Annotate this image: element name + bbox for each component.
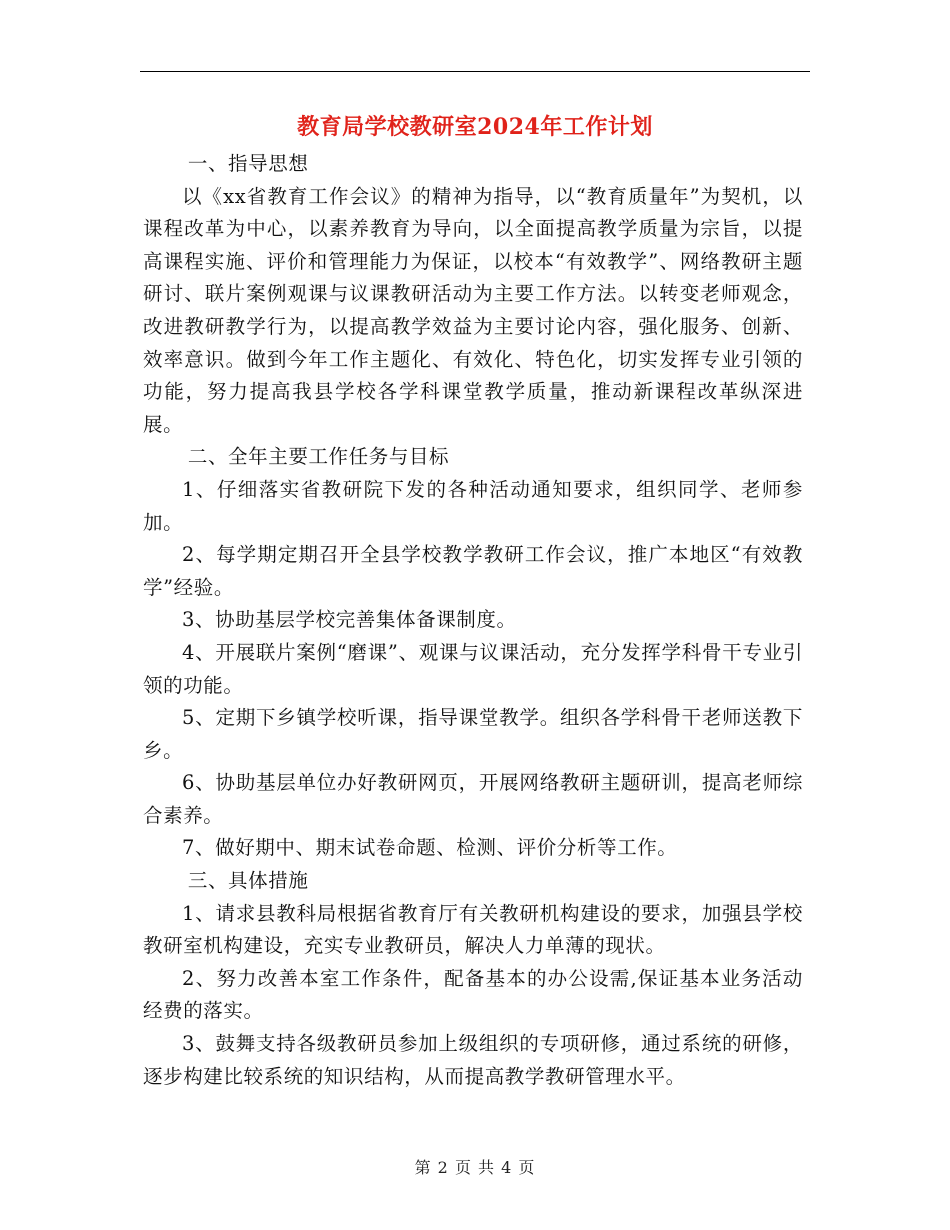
paragraph: 以《xx省教育工作会议》的精神为指导，以“教育质量年”为契机，以课程改革为中心，以素养教育为导向，以全面提高教学质量为宗旨，以提高课程实施、评价和管理能力为保证，以校本“有效教学”、网络教研主题研讨、联片案例观课与议课教研活动为主要工作方法。以转变老师观念，改进教研教学行为，以提高教学效益为主要讨论内容，强化服务、创新、效率意识。做到今年工作主题化、有效化、特色化，切实发挥专业引领的功能，努力提高我县学校各学科课堂教学质量，推动新课程改革纵深进展。 [143, 184, 803, 436]
list-item-paragraph: 1、仔细落实省教研院下发的各种活动通知要求，组织同学、老师参加。 [143, 477, 803, 534]
list-item-paragraph: 5、定期下乡镇学校听课，指导课堂教学。组织各学科骨干老师送教下乡。 [143, 706, 803, 762]
list-item-paragraph: 7、做好期中、期末试卷命题、检测、评价分析等工作。 [182, 836, 678, 860]
section-heading: 三、具体措施 [187, 869, 309, 893]
list-item-paragraph: 1、请求县教科局根据省教育厅有关教研机构建设的要求，加强县学校教研室机构建设，充实专业教研员，解决人力单薄的现状。 [143, 901, 803, 958]
section-heading: 一、指导思想 [187, 152, 309, 175]
list-item-paragraph: 4、开展联片案例“磨课”、观课与议课活动，充分发挥学科骨干专业引领的功能。 [143, 640, 803, 697]
list-item-paragraph: 2、努力改善本室工作条件，配备基本的办公设需,保证基本业务活动经费的落实。 [143, 966, 803, 1023]
list-item-paragraph: 6、协助基层单位办好教研网页，开展网络教研主题研训，提高老师综合素养。 [143, 771, 803, 827]
section-heading: 二、全年主要工作任务与目标 [187, 445, 450, 469]
list-item-paragraph: 3、协助基层学校完善集体备课制度。 [182, 608, 517, 632]
page-number: 第 2 页 共 4 页 [414, 1158, 536, 1177]
list-item-paragraph: 2、每学期定期召开全县学校教学教研工作会议，推广本地区“有效教学”经验。 [143, 543, 803, 599]
header-rule [140, 71, 810, 72]
document-title: 教育局学校教研室2024年工作计划 [297, 114, 653, 140]
document-body [143, 148, 803, 1093]
list-item-paragraph: 3、鼓舞支持各级教研员参加上级组织的专项研修，通过系统的研修，逐步构建比较系统的知识结构，从而提高教学教研管理水平。 [143, 1032, 803, 1088]
